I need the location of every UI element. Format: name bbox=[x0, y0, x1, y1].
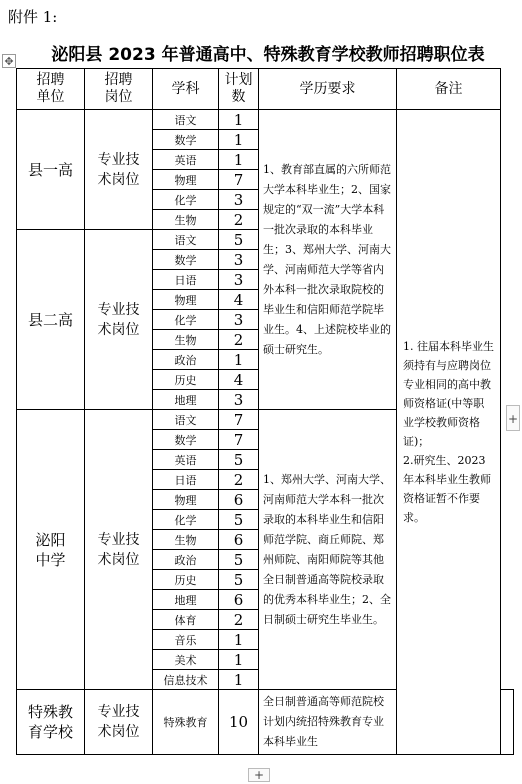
count-cell: 1 bbox=[219, 670, 259, 690]
position-name: 专业技 术岗位 bbox=[97, 704, 140, 740]
count-cell: 6 bbox=[219, 590, 259, 610]
count-cell: 7 bbox=[219, 410, 259, 430]
header-unit bbox=[17, 69, 85, 110]
position-cell bbox=[85, 110, 153, 230]
subject-cell: 英语 bbox=[153, 150, 219, 170]
add-column-plus-icon[interactable]: + bbox=[506, 405, 520, 431]
unit-name: 泌阳 中学 bbox=[35, 530, 66, 569]
remarks-text: 1. 往届本科毕业生须持有与应聘岗位专业相同的高中教师资格证(中等职业学校教师资格证)； 2.研究生、2023年本科毕业生教师资格证暂不作要求。 bbox=[403, 340, 494, 524]
position-cell bbox=[85, 230, 153, 410]
count-cell: 2 bbox=[219, 210, 259, 230]
remarks-empty-cell bbox=[501, 690, 514, 755]
table-move-handle-icon[interactable]: ✥ bbox=[2, 54, 16, 68]
recruitment-table bbox=[16, 68, 514, 755]
count-cell: 3 bbox=[219, 390, 259, 410]
count-cell: 3 bbox=[219, 270, 259, 290]
subject-cell: 特殊教育 bbox=[153, 690, 219, 755]
subject-cell: 政治 bbox=[153, 350, 219, 370]
subject-cell: 美术 bbox=[153, 650, 219, 670]
remarks-cell bbox=[397, 110, 501, 755]
header-position bbox=[85, 69, 153, 110]
count-cell: 3 bbox=[219, 250, 259, 270]
count-cell: 1 bbox=[219, 130, 259, 150]
count-cell: 5 bbox=[219, 450, 259, 470]
count-cell: 4 bbox=[219, 290, 259, 310]
unit-name: 县一高 bbox=[27, 160, 73, 179]
unit-cell bbox=[17, 230, 85, 410]
count-cell: 1 bbox=[219, 150, 259, 170]
unit-cell bbox=[17, 410, 85, 690]
subject-cell: 政治 bbox=[153, 550, 219, 570]
attachment-label: 附件 1: bbox=[8, 8, 58, 26]
count-cell: 2 bbox=[219, 470, 259, 490]
subject-cell: 语文 bbox=[153, 230, 219, 250]
subject-cell: 地理 bbox=[153, 390, 219, 410]
subject-cell: 语文 bbox=[153, 110, 219, 130]
header-remarks: 备注 bbox=[397, 69, 501, 110]
subject-cell: 历史 bbox=[153, 570, 219, 590]
header-unit-text: 招聘 单位 bbox=[36, 72, 65, 105]
page-title: 泌阳县 2023 年普通高中、特殊教育学校教师招聘职位表 bbox=[51, 45, 485, 65]
subject-cell: 日语 bbox=[153, 270, 219, 290]
subject-cell: 数学 bbox=[153, 130, 219, 150]
subject-cell: 数学 bbox=[153, 250, 219, 270]
position-cell bbox=[85, 690, 153, 755]
header-count bbox=[219, 69, 259, 110]
count-cell: 5 bbox=[219, 230, 259, 250]
count-cell: 1 bbox=[219, 110, 259, 130]
unit-name: 特殊教 育学校 bbox=[27, 703, 73, 741]
unit-name: 县二高 bbox=[27, 310, 73, 329]
count-cell: 1 bbox=[219, 630, 259, 650]
count-cell: 1 bbox=[219, 350, 259, 370]
subject-cell: 物理 bbox=[153, 170, 219, 190]
position-name: 专业技 术岗位 bbox=[97, 151, 140, 188]
subject-cell: 语文 bbox=[153, 410, 219, 430]
count-cell: 7 bbox=[219, 170, 259, 190]
subject-cell: 历史 bbox=[153, 370, 219, 390]
subject-cell: 地理 bbox=[153, 590, 219, 610]
header-subject: 学科 bbox=[153, 69, 219, 110]
count-cell: 3 bbox=[219, 310, 259, 330]
subject-cell: 音乐 bbox=[153, 630, 219, 650]
education-requirement-cell: 1、教育部直属的六所师范大学本科毕业生；2、国家规定的“双一流”大学本科一批次录取的本科毕业生；3、郑州大学、河南大学、河南师范大学等省内外本科一批次录取院校的毕业生和信阳师范学院毕业生。4、上述院校毕业的硕士研究生。 bbox=[259, 110, 397, 410]
subject-cell: 化学 bbox=[153, 190, 219, 210]
count-cell: 1 bbox=[219, 650, 259, 670]
subject-cell: 日语 bbox=[153, 470, 219, 490]
subject-cell: 生物 bbox=[153, 330, 219, 350]
subject-cell: 化学 bbox=[153, 310, 219, 330]
subject-cell: 物理 bbox=[153, 490, 219, 510]
subject-cell: 英语 bbox=[153, 450, 219, 470]
header-count-text: 计划 数 bbox=[224, 72, 253, 105]
add-row-plus-icon[interactable]: + bbox=[248, 768, 270, 782]
subject-cell: 物理 bbox=[153, 290, 219, 310]
count-cell: 7 bbox=[219, 430, 259, 450]
count-cell: 5 bbox=[219, 570, 259, 590]
count-cell: 4 bbox=[219, 370, 259, 390]
header-position-text: 招聘 岗位 bbox=[104, 72, 133, 105]
unit-cell bbox=[17, 110, 85, 230]
subject-cell: 生物 bbox=[153, 210, 219, 230]
count-cell: 2 bbox=[219, 610, 259, 630]
position-cell bbox=[85, 410, 153, 690]
count-cell: 6 bbox=[219, 490, 259, 510]
subject-cell: 信息技术 bbox=[153, 670, 219, 690]
header-education: 学历要求 bbox=[259, 69, 397, 110]
header-row bbox=[17, 69, 514, 110]
count-cell: 10 bbox=[219, 690, 259, 755]
position-name: 专业技 术岗位 bbox=[97, 301, 140, 338]
position-name: 专业技 术岗位 bbox=[97, 531, 140, 568]
count-cell: 3 bbox=[219, 190, 259, 210]
subject-cell: 数学 bbox=[153, 430, 219, 450]
unit-cell bbox=[17, 690, 85, 755]
education-requirement-cell: 全日制普通高等师范院校计划内统招特殊教育专业本科毕业生 bbox=[259, 690, 397, 755]
table-row bbox=[17, 110, 514, 130]
subject-cell: 生物 bbox=[153, 530, 219, 550]
subject-cell: 体育 bbox=[153, 610, 219, 630]
education-requirement-cell: 1、郑州大学、河南大学、河南师范大学本科一批次录取的本科毕业生和信阳师范学院、商丘师院、郑州师院、南阳师院等其他全日制普通高等院校录取的优秀本科毕业生；2、全日制硕士研究生毕业生。 bbox=[259, 410, 397, 690]
count-cell: 2 bbox=[219, 330, 259, 350]
subject-cell: 化学 bbox=[153, 510, 219, 530]
count-cell: 5 bbox=[219, 550, 259, 570]
count-cell: 5 bbox=[219, 510, 259, 530]
count-cell: 6 bbox=[219, 530, 259, 550]
